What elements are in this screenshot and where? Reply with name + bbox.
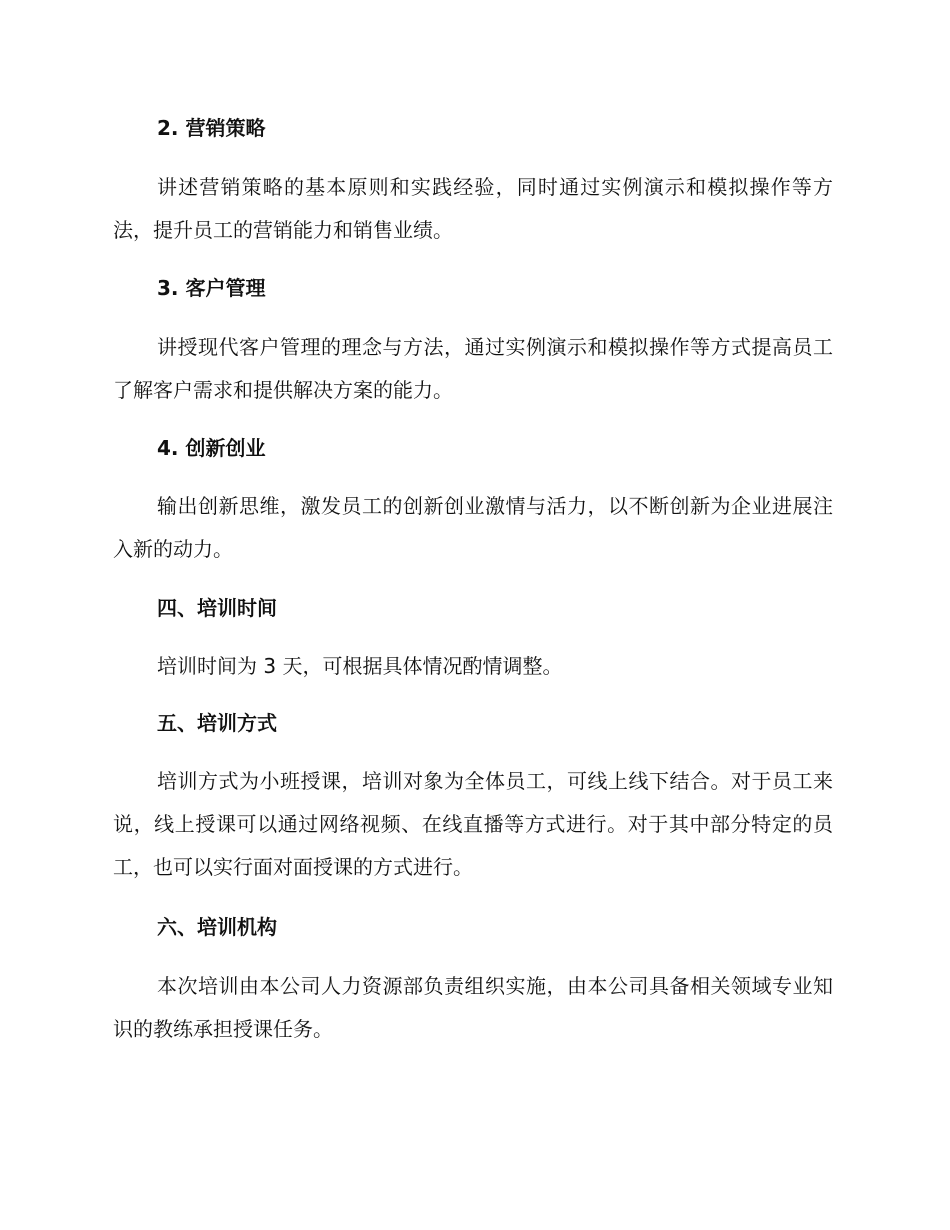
section-body-training-org: 本次培训由本公司人力资源部负责组织实施，由本公司具备相关领域专业知识的教练承担授课任务。 <box>113 974 833 1041</box>
section-heading-training-org: 六、培训机构 <box>157 915 277 939</box>
section-heading-training-time: 四、培训时间 <box>157 596 277 620</box>
section-body-training-time: 培训时间为 3 天，可根据具体情况酌情调整。 <box>157 654 563 678</box>
section-body-innovation: 输出创新思维，激发员工的创新创业激情与活力，以不断创新为企业进展注入新的动力。 <box>113 494 833 561</box>
section-body-marketing: 讲述营销策略的基本原则和实践经验，同时通过实例演示和模拟操作等方法，提升员工的营销能力和销售业绩。 <box>113 175 833 242</box>
section-body-customer: 讲授现代客户管理的理念与方法，通过实例演示和模拟操作等方式提高员工了解客户需求和提供解决方案的能力。 <box>113 335 833 402</box>
section-heading-customer: 3. 客户管理 <box>157 276 266 300</box>
section-heading-training-method: 五、培训方式 <box>157 711 277 735</box>
section-body-training-method: 培训方式为小班授课，培训对象为全体员工，可线上线下结合。对于员工来说，线上授课可以通过网络视频、在线直播等方式进行。对于其中部分特定的员工，也可以实行面对面授课的方式进行。 <box>113 769 833 879</box>
section-heading-innovation: 4. 创新创业 <box>157 436 266 460</box>
section-heading-marketing: 2. 营销策略 <box>157 116 266 140</box>
